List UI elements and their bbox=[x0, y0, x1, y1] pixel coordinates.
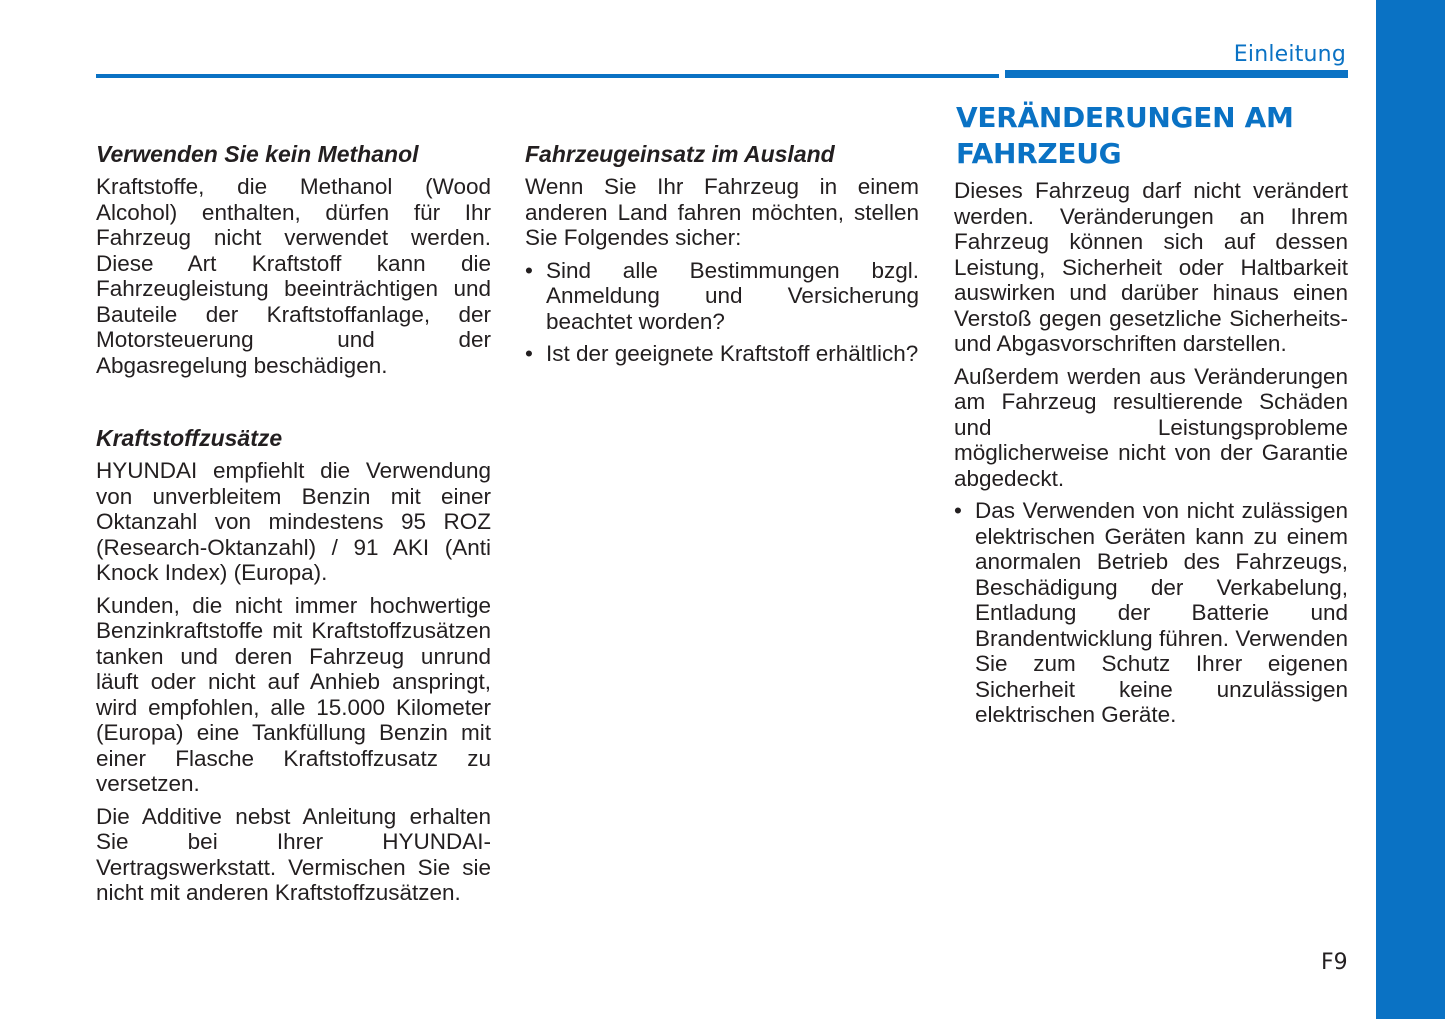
list-item-text: Das Verwenden von nicht zulässigen elektrischen Geräten kann zu einem anormalen Betrieb des Fahrzeugs, Beschädigung der Verkabelung, Entladung der Batterie und Brandentwicklung führen. Verwenden Sie zum Schutz Ihrer eigenen Sicherheit keine unzulässigen elektrischen Geräte. bbox=[975, 498, 1348, 727]
bullet-icon: • bbox=[954, 498, 962, 523]
paragraph-warranty: Außerdem werden aus Veränderungen am Fahrzeug resultierende Schäden und Leistungsprobleme möglicherweise nicht von der Garantie abgedeckt. bbox=[954, 363, 1348, 491]
list-item-text: Sind alle Bestimmungen bzgl. Anmeldung und Versicherung beachtet worden? bbox=[546, 257, 919, 334]
paragraph-additives-dealer: Die Additive nebst Anleitung erhalten Sie bei Ihrer HYUNDAI-Vertragswerkstatt. Vermischen Sie sie nicht mit anderen Kraftstoffzusätzen. bbox=[96, 803, 491, 905]
list-item bbox=[525, 341, 919, 367]
page-number: F9 bbox=[1321, 950, 1348, 975]
column-right bbox=[954, 100, 1348, 735]
list-item-text: Ist der geeignete Kraftstoff erhältlich? bbox=[546, 341, 919, 366]
bullet-list-electrical bbox=[954, 498, 1348, 728]
paragraph-methanol: Kraftstoffe, die Methanol (Wood Alcohol) enthalten, dürfen für Ihr Fahrzeug nicht verwendet werden. Diese Art Kraftstoff kann die Fahrzeugleistung beeinträchtigen und Bauteile der Kraftstoffanlage, der Motorsteuerung und der Abgasregelung beschädigen. bbox=[96, 174, 491, 378]
side-color-bar bbox=[1376, 0, 1445, 1019]
section-title: Einleitung bbox=[1233, 42, 1346, 67]
paragraph-no-modifications: Dieses Fahrzeug darf nicht verändert werden. Veränderungen an Ihrem Fahrzeug können sich auf dessen Leistung, Sicherheit oder Haltbarkeit auswirken und darüber hinaus einen Verstoß gegen gesetzliche Sicherheits- und Abgasvorschriften darstellen. bbox=[954, 178, 1348, 356]
bullet-icon: • bbox=[525, 257, 533, 283]
heading-methanol: Verwenden Sie kein Methanol bbox=[96, 141, 419, 167]
section-heading-modifications bbox=[954, 100, 1348, 172]
bullet-icon: • bbox=[525, 341, 533, 366]
section-heading-line-2: FAHRZEUG bbox=[956, 137, 1122, 170]
list-item bbox=[954, 498, 1348, 728]
paragraph-customers: Kunden, die nicht immer hochwertige Benzinkraftstoffe mit Kraftstoffzusätzen tanken und deren Fahrzeug unrund läuft oder nicht auf Anhieb anspringt, wird empfohlen, alle 15.000 Kilometer (Europa) eine Tankfüllung Benzin mit einer Flasche Kraftstoffzusatz zu versetzen. bbox=[96, 592, 491, 796]
heading-abroad: Fahrzeugeinsatz im Ausland bbox=[525, 141, 835, 167]
column-middle bbox=[525, 140, 919, 374]
bullet-list-abroad bbox=[525, 258, 919, 367]
paragraph-fuel-recommendation: HYUNDAI empfiehlt die Verwendung von unverbleitem Benzin mit einer Oktanzahl von mindestens 95 ROZ (Research-Oktanzahl) / 91 AKI (Anti Knock Index) (Europa). bbox=[96, 458, 491, 585]
list-item bbox=[525, 258, 919, 335]
header-rule-left bbox=[96, 74, 999, 78]
header-rule-right bbox=[1005, 70, 1348, 78]
heading-fuel-additives: Kraftstoffzusätze bbox=[96, 425, 283, 451]
column-left bbox=[96, 140, 491, 913]
paragraph-abroad: Wenn Sie Ihr Fahrzeug in einem anderen Land fahren möchten, stellen Sie Folgendes sicher: bbox=[525, 174, 919, 250]
section-heading-line-1: VERÄNDERUNGEN AM bbox=[956, 101, 1294, 134]
